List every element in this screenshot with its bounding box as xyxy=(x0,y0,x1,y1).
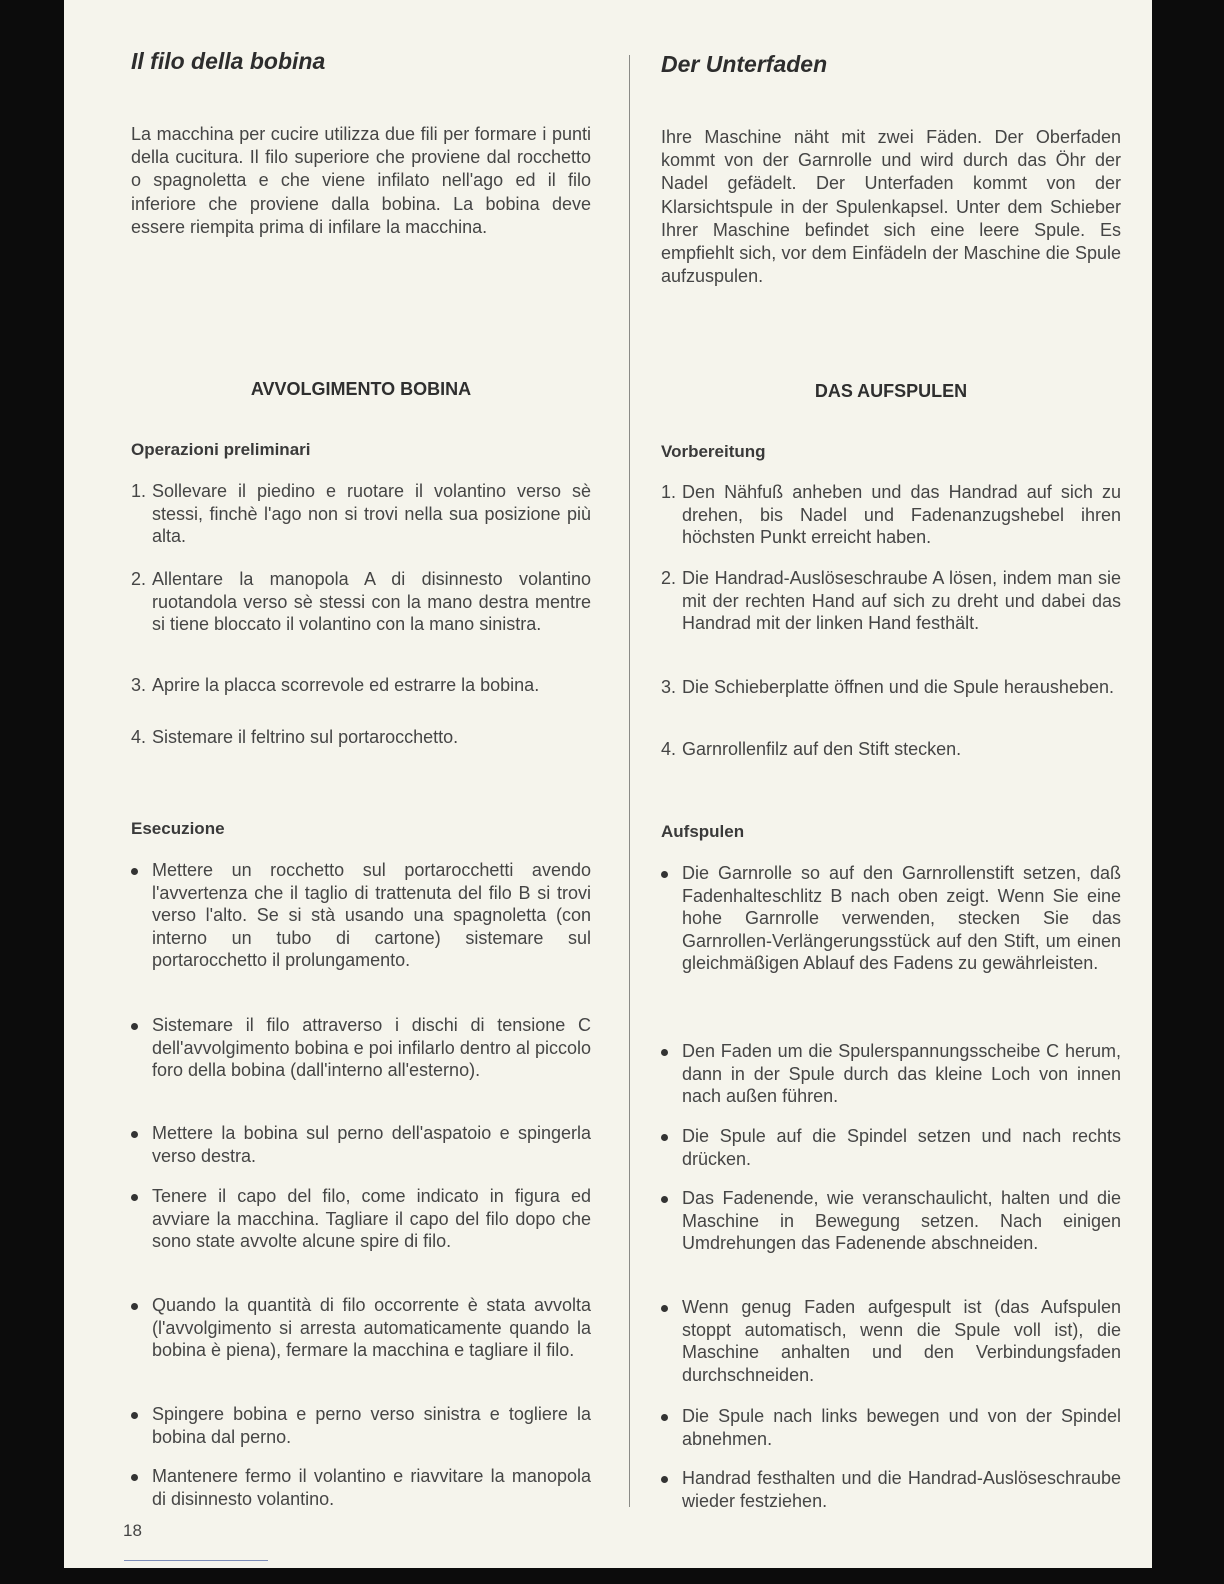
bullet-icon xyxy=(131,1194,138,1201)
german-step: 3. Die Schieberplatte öffnen und die Spule herausheben. xyxy=(661,677,1114,697)
german-prep-heading: Vorbereitung xyxy=(661,442,766,461)
bullet-icon xyxy=(131,868,138,875)
bullet-icon xyxy=(131,1474,138,1481)
german-bullet: Wenn genug Faden aufgespult ist (das Aufspulen stoppt automatisch, wenn die Spule voll ist), die Maschine anhalten und den Verbindungsfaden durchschneiden. xyxy=(661,1296,1121,1386)
italian-section-heading: AVVOLGIMENTO BOBINA xyxy=(250,379,472,399)
italian-bullet: Mettere un rocchetto sul portarocchetti avendo l'avvertenza che il taglio di trattenuta del filo B si trovi verso l'alto. Se si stà usando una spagnoletta (con interno un tubo di cartone) sistemare sul portarocchetto il prolungamento. xyxy=(131,859,591,972)
german-bullet: Den Faden um die Spulerspannungsscheibe C herum, dann in der Spule durch das kleine Loch von innen nach außen führen. xyxy=(661,1040,1121,1108)
german-intro: Ihre Maschine näht mit zwei Fäden. Der Oberfaden kommt von der Garnrolle und wird durch das Öhr der Nadel gefädelt. Der Unterfaden kommt von der Klarsichtspule in der Spulenkapsel. Unter dem Schieber Ihrer Maschine befindet sich eine leere Spule. Es empfiehlt sich, vor dem Einfädeln der Maschine die Spule aufzuspulen. xyxy=(661,127,1121,287)
italian-bullet: Spingere bobina e perno verso sinistra e togliere la bobina dal perno. xyxy=(131,1403,591,1448)
bullet-icon xyxy=(661,1305,668,1312)
italian-prep-heading: Operazioni preliminari xyxy=(131,440,311,459)
german-step: 2. Die Handrad-Auslöseschraube A lösen, indem man sie mit der rechten Hand auf sich zu dreht und dabei das Handrad mit der linken Hand festhält. xyxy=(661,568,1121,634)
bullet-icon xyxy=(131,1303,138,1310)
bullet-icon xyxy=(131,1023,138,1030)
bullet-icon xyxy=(131,1412,138,1419)
bullet-icon xyxy=(131,1131,138,1138)
german-exec-heading: Aufspulen xyxy=(661,822,745,841)
bullet-icon xyxy=(661,1134,668,1141)
german-title: Der Unterfaden xyxy=(661,51,828,77)
german-step: 1. Den Nähfuß anheben und das Handrad auf sich zu drehen, bis Nadel und Fadenanzugshebel ihren höchsten Punkt erreicht haben. xyxy=(661,482,1121,548)
bullet-icon xyxy=(661,1414,668,1421)
italian-step: 2. Allentare la manopola A di disinnesto volantino ruotandola verso sè stessi con la mano destra mentre si tiene bloccato il volantino con la mano sinistra. xyxy=(131,569,591,635)
italian-bullet: Mettere la bobina sul perno dell'aspatoio e spingerla verso destra. xyxy=(131,1122,591,1167)
bullet-icon xyxy=(661,1476,668,1483)
german-section-heading: DAS AUFSPULEN xyxy=(814,381,968,401)
german-bullet: Die Spule nach links bewegen und von der Spindel abnehmen. xyxy=(661,1405,1121,1450)
german-bullet: Die Spule auf die Spindel setzen und nach rechts drücken. xyxy=(661,1125,1121,1170)
german-bullet: Handrad festhalten und die Handrad-Auslöseschraube wieder festziehen. xyxy=(661,1467,1121,1512)
italian-bullet: Sistemare il filo attraverso i dischi di tensione C dell'avvolgimento bobina e poi infilarlo dentro al piccolo foro della bobina (dall'interno all'esterno). xyxy=(131,1014,591,1082)
german-bullet: Das Fadenende, wie veranschaulicht, halten und die Maschine in Bewegung setzen. Nach einigen Umdrehungen das Fadenende abschneiden. xyxy=(661,1187,1121,1255)
italian-step: 4. Sistemare il feltrino sul portarocchetto. xyxy=(131,727,459,747)
bullet-icon xyxy=(661,871,668,878)
bullet-icon xyxy=(661,1049,668,1056)
bullet-icon xyxy=(661,1196,668,1203)
italian-bullet: Tenere il capo del filo, come indicato in figura ed avviare la macchina. Tagliare il capo del filo dopo che sono state avvolte alcune spire di filo. xyxy=(131,1185,591,1253)
italian-bullet: Quando la quantità di filo occorrente è stata avvolta (l'avvolgimento si arresta automaticamente quando la bobina è piena), fermare la macchina e tagliare il filo. xyxy=(131,1294,591,1362)
italian-title: Il filo della bobina xyxy=(131,48,326,74)
footer-rule xyxy=(124,1560,268,1561)
german-step: 4. Garnrollenfilz auf den Stift stecken. xyxy=(661,739,962,759)
italian-intro: La macchina per cucire utilizza due fili per formare i punti della cucitura. Il filo superiore che proviene dal rocchetto o spagnoletta e che viene infilato nell'ago ed il filo inferiore che proviene dalla bobina. La bobina deve essere riempita prima di infilare la macchina. xyxy=(131,124,591,237)
italian-step: 3. Aprire la placca scorrevole ed estrarre la bobina. xyxy=(131,675,540,695)
page-number: 18 xyxy=(123,1521,142,1540)
italian-step: 1. Sollevare il piedino e ruotare il volantino verso sè stessi, finchè l'ago non si trovi nella sua posizione più alta. xyxy=(131,481,591,547)
german-bullet: Die Garnrolle so auf den Garnrollenstift setzen, daß Fadenhalteschlitz B nach oben zeigt. Wenn Sie eine hohe Garnrolle verwenden, stecken Sie das Garnrollen-Verlängerungsstück auf den Stift, um einen gleichmäßigen Ablauf des Fadens zu gewährleisten. xyxy=(661,862,1121,975)
italian-bullet: Mantenere fermo il volantino e riavvitare la manopola di disinnesto volantino. xyxy=(131,1465,591,1510)
column-divider xyxy=(629,55,630,1507)
italian-exec-heading: Esecuzione xyxy=(131,819,225,838)
manual-page xyxy=(64,0,1152,1568)
